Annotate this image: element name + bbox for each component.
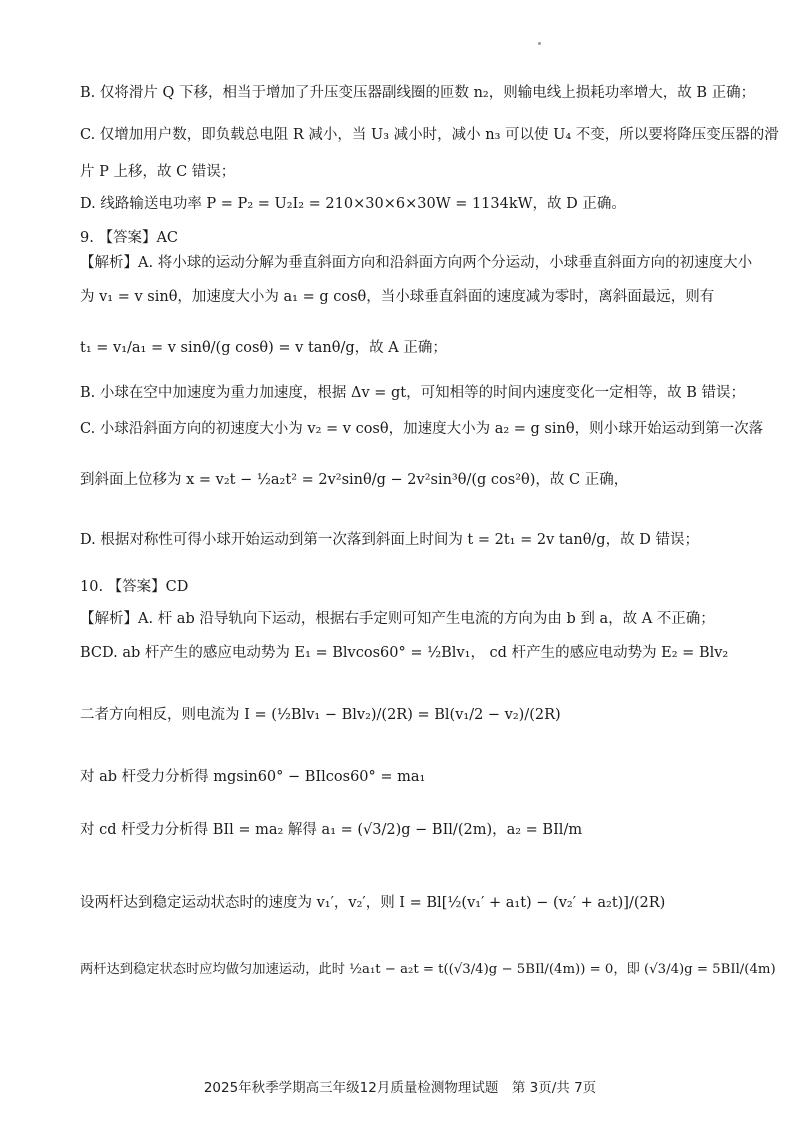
scan-speck	[538, 42, 541, 45]
q10-force-ab: 对 ab 杆受力分析得 mgsin60° − BIlcos60° = ma₁	[80, 769, 426, 785]
q9-analysis-b: B. 小球在空中加速度为重力加速度，根据 Δv = gt，可知相等的时间内速度变化一定相等，故 B 错误；	[80, 385, 745, 401]
line-d-option: D. 线路输送电功率 P = P₂ = U₂I₂ = 210×30×6×30W = 1134kW，故 D 正确。	[80, 196, 626, 212]
q9-analysis-a-cont: 为 v₁ = v sinθ，加速度大小为 a₁ = g cosθ，当小球垂直斜面的速度减为零时，离斜面最远，则有	[80, 289, 715, 305]
q9-analysis-c: C. 小球沿斜面方向的初速度大小为 v₂ = v cosθ，加速度大小为 a₂ = g sinθ，则小球开始运动到第一次落	[80, 421, 764, 437]
q9-analysis-d: D. 根据对称性可得小球开始运动到第一次落到斜面上时间为 t = 2t₁ = 2v tanθ/g，故 D 错误；	[80, 532, 699, 548]
q10-current: 二者方向相反，则电流为 I = (½Blv₁ − Blv₂)/(2R) = Bl(v₁/2 − v₂)/(2R)	[80, 707, 561, 723]
q10-steady-condition: 两杆达到稳定状态时应均做匀加速运动，此时 ½a₁t − a₂t = t((√3/4)g − 5BIl/(4m)) = 0，即 (√3/4)g = 5BIl/(4m)	[80, 962, 776, 977]
q10-answer: 10. 【答案】CD	[80, 579, 189, 595]
line-c-option-cont: 片 P 上移，故 C 错误；	[80, 164, 236, 180]
q9-analysis-a: 【解析】A. 将小球的运动分解为垂直斜面方向和沿斜面方向两个分运动，小球垂直斜面方向的初速度大小	[80, 255, 753, 271]
q9-answer: 9. 【答案】AC	[80, 230, 179, 246]
q9-formula-x: 到斜面上位移为 x = v₂t − ½a₂t² = 2v²sinθ/g − 2v²sin³θ/(g cos²θ)，故 C 正确，	[80, 472, 629, 488]
q10-steady-velocity: 设两杆达到稳定运动状态时的速度为 v₁′，v₂′，则 I = Bl[½(v₁′ + a₁t) − (v₂′ + a₂t)]/(2R)	[80, 895, 666, 911]
line-b-option: B. 仅将滑片 Q 下移，相当于增加了升压变压器副线圈的匝数 n₂，则输电线上损耗功率增大，故 B 正确；	[80, 85, 756, 101]
line-c-option: C. 仅增加用户数，即负载总电阻 R 减小，当 U₃ 减小时，减小 n₃ 可以使 U₄ 不变，所以要将降压变压器的滑	[80, 127, 779, 143]
q10-analysis-bcd: BCD. ab 杆产生的感应电动势为 E₁ = Blvcos60° = ½Blv₁， cd 杆产生的感应电动势为 E₂ = Blv₂	[80, 645, 729, 661]
page-footer: 2025年秋季学期高三年级12月质量检测物理试题 第 3页/共 7页	[203, 1080, 597, 1096]
q10-force-cd: 对 cd 杆受力分析得 BIl = ma₂ 解得 a₁ = (√3/2)g − BIl/(2m)，a₂ = BIl/m	[80, 822, 583, 838]
q9-formula-t1: t₁ = v₁/a₁ = v sinθ/(g cosθ) = v tanθ/g，故 A 正确；	[80, 340, 447, 356]
q10-analysis-a: 【解析】A. 杆 ab 沿导轨向下运动，根据右手定则可知产生电流的方向为由 b 到 a，故 A 不正确；	[80, 611, 715, 627]
